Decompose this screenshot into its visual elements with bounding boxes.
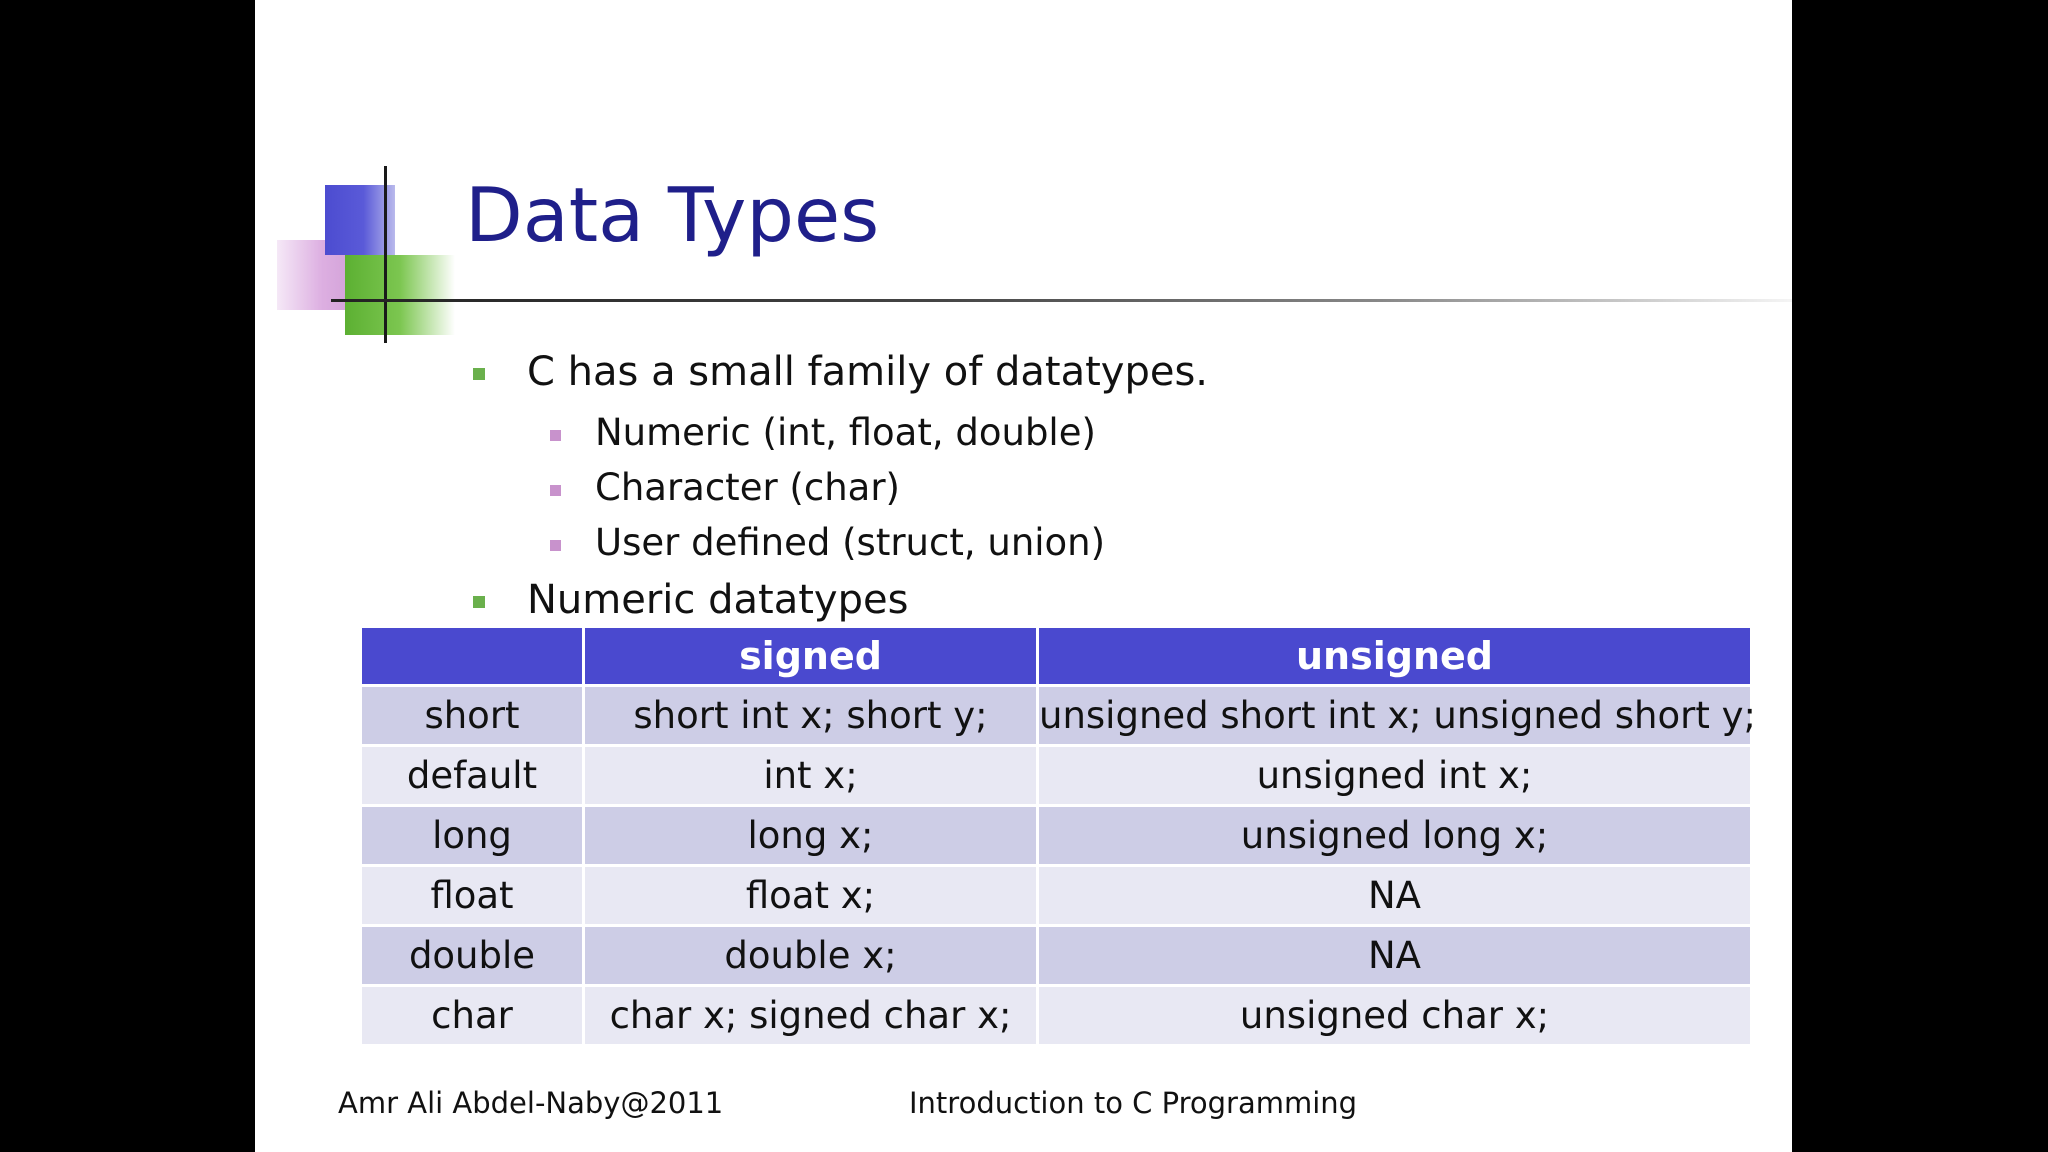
bullet-square-icon [473,596,485,608]
bullet-square-icon [473,368,485,380]
table-cell: char x; signed char x; [584,986,1038,1046]
logo-green-square [345,255,455,335]
sub-bullet-square-icon [550,485,561,496]
table-header-cell: unsigned [1038,627,1752,686]
slide [255,0,1792,1152]
table-row [361,866,1752,926]
bullet-text: Numeric datatypes [527,577,909,623]
table-cell: default [361,746,584,806]
bullet-text: C has a small family of datatypes. [527,349,1208,395]
sub-bullet-square-icon [550,540,561,551]
bullet-item [527,577,909,623]
slide-title: Data Types [465,171,880,259]
table-cell: long [361,806,584,866]
table-cell: short [361,686,584,746]
datatypes-table [359,625,1756,1047]
table-cell: NA [1038,866,1752,926]
sub-bullet-text: User defined (struct, union) [595,521,1106,564]
table-cell: NA [1038,926,1752,986]
table-cell: long x; [584,806,1038,866]
table-cell: short int x; short y; [584,686,1038,746]
table-cell: float [361,866,584,926]
sub-bullet-text: Character (char) [595,466,900,509]
table-row [361,926,1752,986]
table-cell: unsigned long x; [1038,806,1752,866]
table-cell: int x; [584,746,1038,806]
table-cell: double x; [584,926,1038,986]
footer-course: Introduction to C Programming [909,1086,1358,1120]
table-cell: double [361,926,584,986]
table-row [361,986,1752,1046]
table-cell: char [361,986,584,1046]
logo-vertical-line [384,166,387,343]
table-cell: unsigned int x; [1038,746,1752,806]
table-cell: unsigned short int x; unsigned short y; [1038,686,1752,746]
sub-bullet-text: Numeric (int, float, double) [595,411,1096,454]
sub-bullet-item [595,411,1096,454]
table-cell: unsigned char x; [1038,986,1752,1046]
sub-bullet-item [595,466,900,509]
table-header-row [361,627,1752,686]
table-header-cell [361,627,584,686]
table-row [361,746,1752,806]
table-row [361,686,1752,746]
table-row [361,806,1752,866]
sub-bullet-square-icon [550,430,561,441]
bullet-item [527,349,1208,395]
table-header-cell: signed [584,627,1038,686]
title-underline [331,299,1792,302]
table-cell: float x; [584,866,1038,926]
footer-author: Amr Ali Abdel-Naby@2011 [338,1086,724,1120]
sub-bullet-item [595,521,1106,564]
